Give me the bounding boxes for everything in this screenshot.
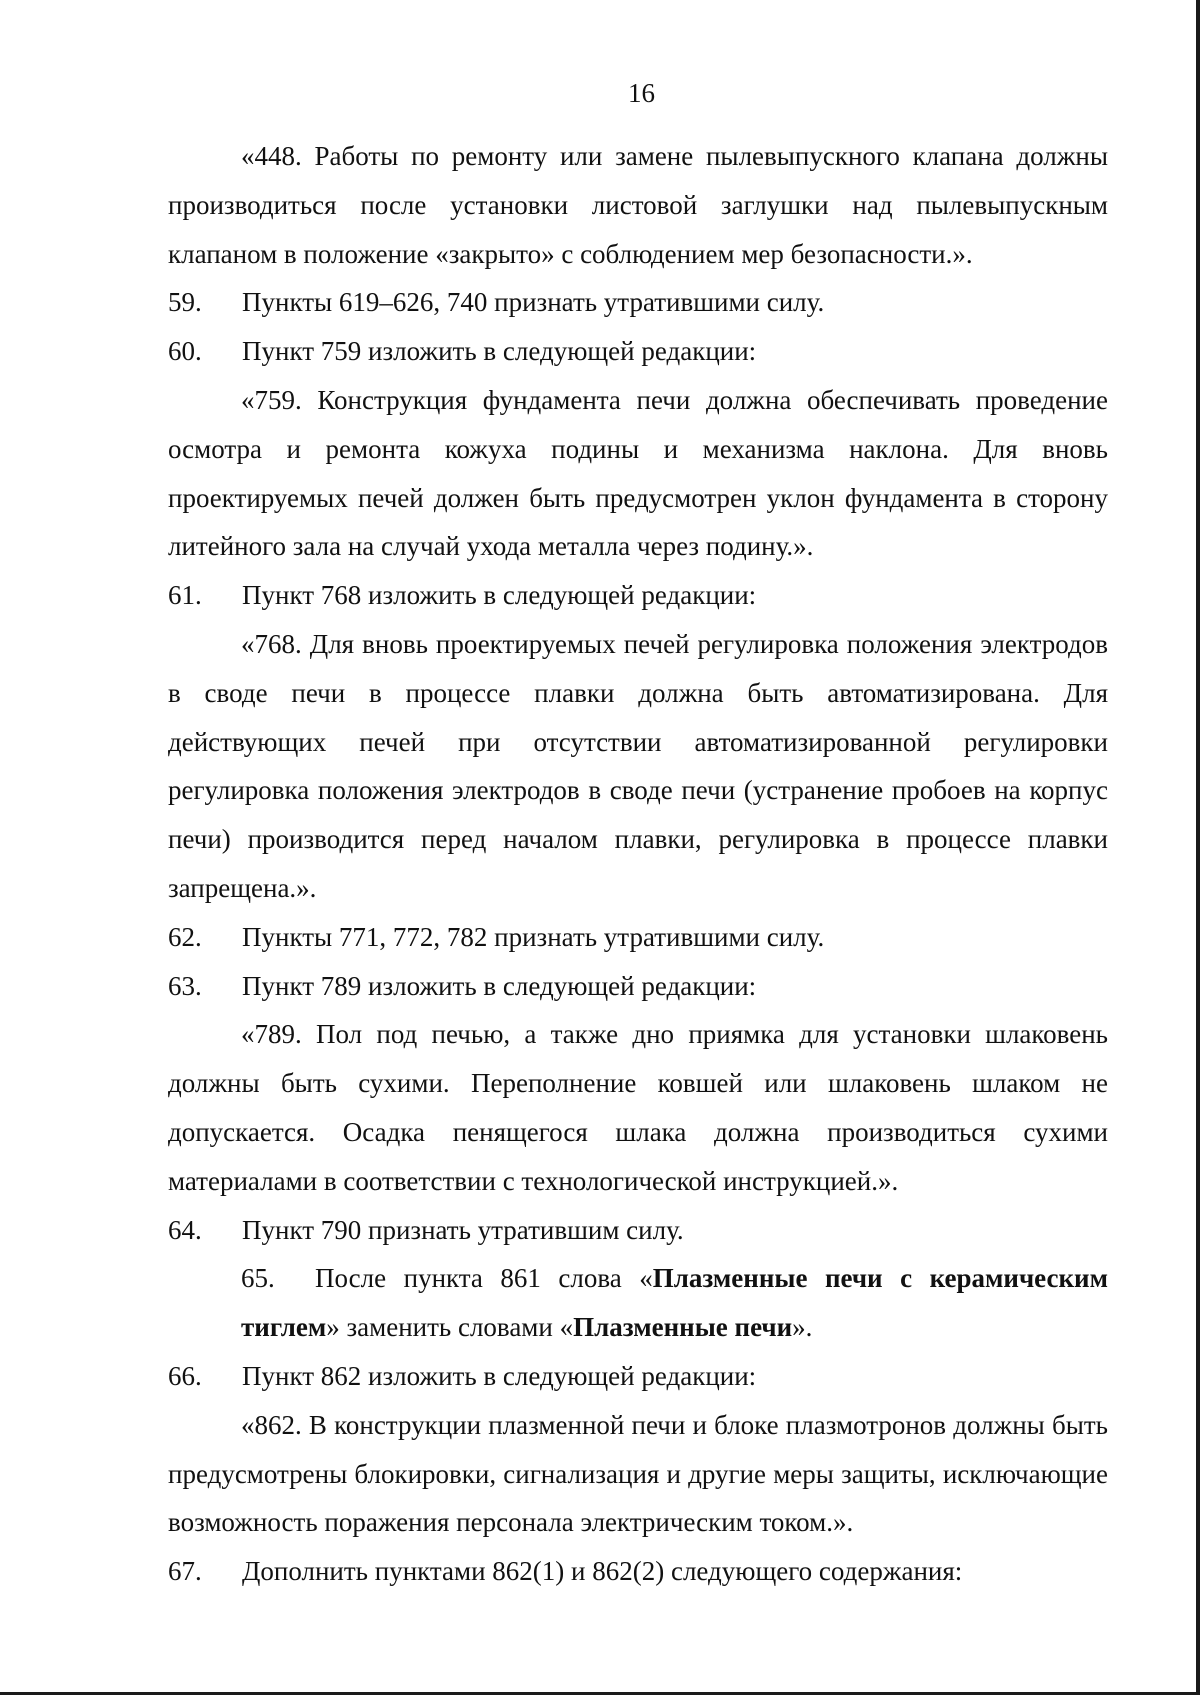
item-text-mid: » заменить словами « [326, 1312, 574, 1343]
paragraph-759: «759. Конструкция фундамента печи должна обеспечивать проведение осмотра и ремонта кожуха подины и механизма наклона. Для вновь проектируемых печей должен быть предусмотрен уклон фундамента в сторону литейного зала на случай ухода металла через подину.». [168, 384, 1108, 562]
item-number: 67. [168, 1556, 202, 1587]
item-text: Пункт 789 изложить в следующей редакции: [242, 970, 757, 1001]
item-number: 66. [168, 1360, 202, 1391]
page-number: 16 [628, 78, 655, 108]
item-67 [168, 1547, 1108, 1596]
paragraph-862: «862. В конструкции плазменной печи и блоке плазмотронов должны быть предусмотрены блокировки, сигнализация и другие меры защиты, исключающие возможность поражения персонала электрическим током.». [168, 1409, 1108, 1538]
item-number: 65. [241, 1263, 275, 1294]
item-62 [168, 913, 1108, 962]
item-60 [168, 327, 1108, 376]
item-text: Пункт 790 признать утратившим силу. [242, 1214, 684, 1245]
item-number: 60. [168, 336, 202, 367]
paragraph-448: «448. Работы по ремонту или замене пылевыпускного клапана должны производиться после установки листовой заглушки над пылевыпускным клапаном в положение «закрыто» с соблюдением мер безопасности.». [168, 141, 1108, 269]
item-text: Дополнить пунктами 862(1) и 862(2) следующего содержания: [242, 1556, 963, 1587]
scan-edge-right [1196, 0, 1200, 1695]
item-63 [168, 962, 1108, 1011]
item-text: Пункты 619–626, 740 признать утратившими силу. [242, 287, 825, 318]
item-text: Пункт 862 изложить в следующей редакции: [242, 1360, 757, 1391]
item-text-bold-new: Плазменные печи [573, 1312, 793, 1343]
item-number: 61. [168, 580, 202, 611]
item-59 [168, 278, 1108, 327]
paragraph-768: «768. Для вновь проектируемых печей регулировка положения электродов в своде печи в процессе плавки должна быть автоматизирована. Для действующих печей при отсутствии автоматизированной регулировки регулировка положения электродов в своде печи (устранение пробоев на корпус печи) производится перед началом плавки, регулировка в процессе плавки запрещена.». [168, 628, 1108, 903]
item-61 [168, 571, 1108, 620]
item-text-post: ». [792, 1312, 813, 1343]
item-number: 63. [168, 970, 202, 1001]
item-text: Пункт 759 изложить в следующей редакции: [242, 336, 757, 367]
item-number: 64. [168, 1214, 202, 1245]
document-body [168, 132, 1108, 1596]
item-text: Пункт 768 изложить в следующей редакции: [242, 580, 757, 611]
item-text-bold-old: Плазменные печи с керамическим тиглем [241, 1263, 1108, 1343]
item-text-pre: После пункта 861 слова « [315, 1263, 653, 1294]
paragraph-789: «789. Пол под печью, а также дно приямка для установки шлаковень должны быть сухими. Переполнение ковшей или шлаковень шлаком не допускается. Осадка пенящегося шлака должна производиться сухими материалами в соответствии с технологической инструкцией.». [168, 1019, 1108, 1196]
item-number: 62. [168, 921, 202, 952]
item-65 [168, 1254, 1108, 1352]
item-64 [168, 1206, 1108, 1255]
item-66 [168, 1352, 1108, 1401]
item-number: 59. [168, 287, 202, 318]
item-text: Пункты 771, 772, 782 признать утратившими силу. [242, 921, 825, 952]
